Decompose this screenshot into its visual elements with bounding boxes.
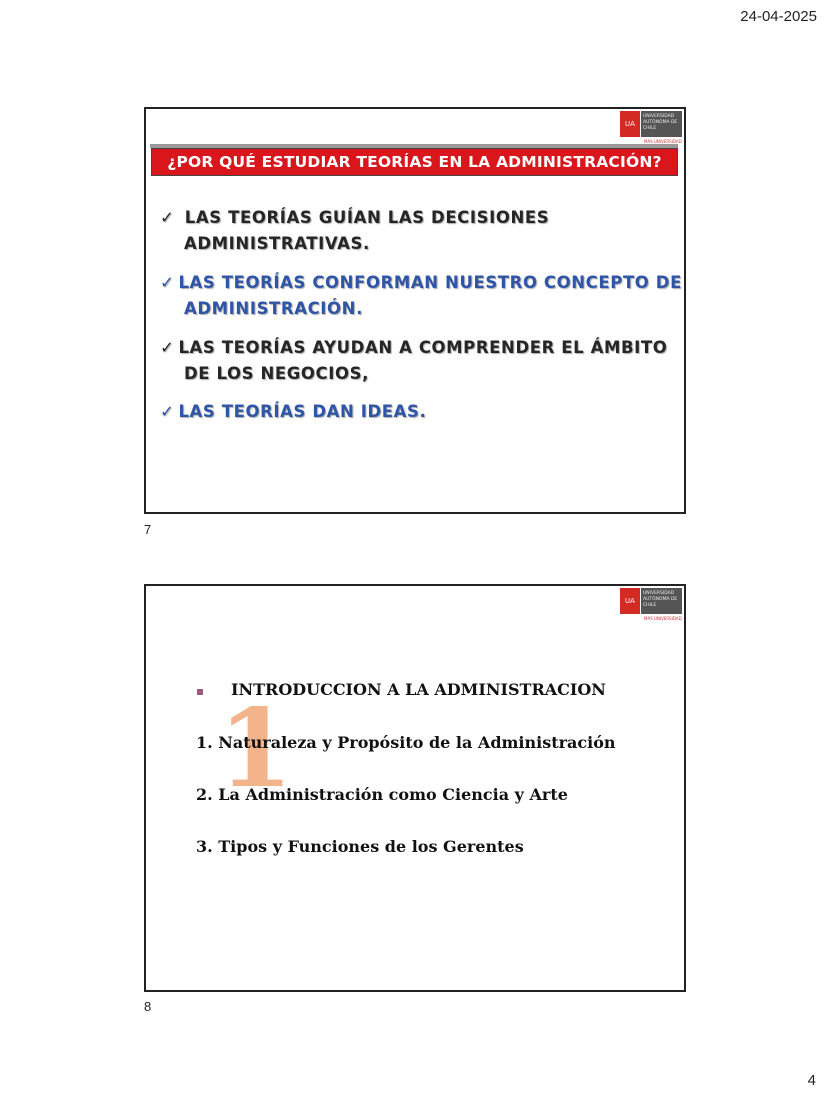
logo-name: UNIVERSIDAD AUTÓNOMA DE CHILE	[641, 588, 682, 614]
list-item: 3. Tipos y Funciones de los Gerentes	[196, 837, 524, 856]
page-number: 4	[807, 1072, 816, 1089]
logo-name: UNIVERSIDAD AUTÓNOMA DE CHILE	[641, 111, 682, 137]
print-date: 24-04-2025	[740, 8, 817, 25]
bullet-text: LAS TEORÍAS AYUDAN A COMPRENDER EL ÁMBITO DE LOS NEGOCIOS,	[178, 338, 668, 383]
bullet-text: LAS TEORÍAS CONFORMAN NUESTRO CONCEPTO DE ADMINISTRACIÓN.	[178, 273, 682, 318]
slide-number: 8	[144, 999, 152, 1014]
slide-number: 7	[144, 522, 152, 537]
bullet-item	[160, 270, 684, 322]
decorative-number: 1	[218, 686, 294, 812]
logo-tagline: MÁS UNIVERSIDAD	[644, 139, 682, 144]
slide-7	[144, 107, 686, 514]
list-item: 1. Naturaleza y Propósito de la Administración	[196, 733, 616, 752]
university-logo	[620, 586, 684, 620]
logo-emblem-icon: UA	[620, 588, 640, 614]
bullet-item	[160, 399, 684, 425]
bullet-text: LAS TEORÍAS DAN IDEAS.	[178, 402, 427, 421]
university-logo	[620, 109, 684, 143]
slide-title: ¿POR QUÉ ESTUDIAR TEORÍAS EN LA ADMINISTRACIÓN?	[151, 148, 678, 176]
check-icon: ✓	[160, 402, 175, 421]
bullet-text: LAS TEORÍAS GUÍAN LAS DECISIONES ADMINISTRATIVAS.	[184, 208, 550, 253]
check-icon: ✓	[160, 338, 175, 357]
bullet-item	[160, 205, 684, 257]
list-item: 2. La Administración como Ciencia y Arte	[196, 785, 568, 804]
logo-tagline: MÁS UNIVERSIDAD	[644, 616, 682, 621]
check-icon: ✓	[160, 273, 175, 292]
slide-8	[144, 584, 686, 992]
bullet-item	[160, 335, 684, 387]
logo-emblem-icon: UA	[620, 111, 640, 137]
square-bullet-icon	[197, 689, 203, 695]
section-heading: INTRODUCCION A LA ADMINISTRACION	[231, 680, 606, 699]
check-icon: ✓	[160, 208, 175, 227]
